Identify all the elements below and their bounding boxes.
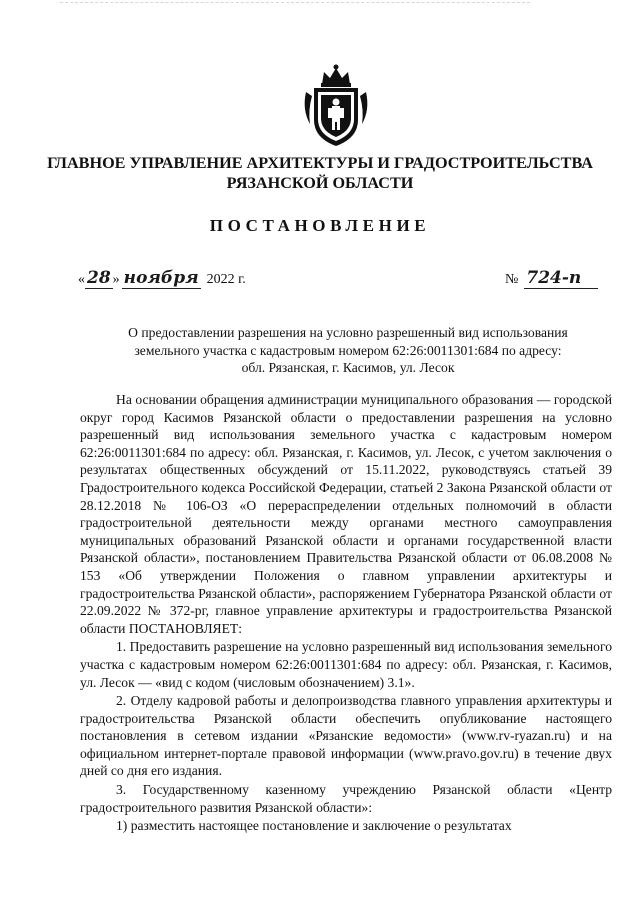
- preamble-paragraph: На основании обращения администрации муниципального образования — городской округ город Касимов Рязанской области о предоставлении разрешения на условно разрешенный вид использования земельного участка с кадастровым номером 62:26:0011301:684 по адресу: обл. Рязанская, г. Касимов, ул. Лесок, с учетом заключения о результатах общественных обсуждений от 15.11.2022, руководствуясь статьей 39 Градостроительного кодекса Российской Федерации, статьей 2 Закона Рязанской области от 28.12.2018 № 106-ОЗ «О перераспределении отдельных полномочий в области градостроительной деятельности между органами местного самоуправления муниципальных образований Рязанской области и органами государственной власти Рязанской области», постановлением Правительства Рязанской области от 06.08.2008 № 153 «Об утверждении Положения о главном управлении архитектуры и градостроительства Рязанской области», распоряжением Губернатора Рязанской области от 22.09.2022 № 372-рг, главное управление архитектуры и градостроительства Рязанской области ПОСТАНОВЛЯЕТ:: [80, 392, 612, 636]
- organization-name-line2: РЯЗАНСКОЙ ОБЛАСТИ: [226, 174, 414, 192]
- number-value: 724-п: [524, 268, 598, 289]
- subject-line: земельного участка с кадастровым номером 62:26:0011301:684 по адресу:: [134, 342, 562, 358]
- subject-line: обл. Рязанская, г. Касимов, ул. Лесок: [241, 360, 455, 375]
- organization-name-line1: ГЛАВНОЕ УПРАВЛЕНИЕ АРХИТЕКТУРЫ И ГРАДОСТРОИТЕЛЬСТВА: [47, 154, 593, 172]
- number-sign: №: [505, 272, 519, 287]
- scan-artifact: [60, 2, 530, 7]
- date-open-quote: «: [78, 272, 85, 287]
- document-date: [78, 268, 246, 288]
- item-1-paragraph: 1. Предоставить разрешение на условно разрешенный вид использования земельного участка с кадастровым номером 62:26:0011301:684 по адресу: обл. Рязанская, г. Касимов, ул. Лесок — «вид с кодом (числовым обозначением) 3.1».: [80, 639, 612, 690]
- document-subject: [78, 324, 618, 377]
- coat-of-arms-icon: [300, 62, 372, 148]
- date-close-quote: »: [112, 272, 120, 287]
- item-2-paragraph: 2. Отделу кадровой работы и делопроизводства главного управления архитектуры и градостроительства Рязанской области обеспечить опубликование настоящего постановления в сетевом издании «Рязанские ведомости» (www.rv-ryazan.ru) и на официальном интернет-портале правовой информации (www.pravo.gov.ru) в течение двух дней со дня его издания.: [80, 693, 612, 779]
- date-year: 2022 г.: [206, 272, 246, 287]
- date-month: ноября: [123, 268, 199, 288]
- item-3-paragraph: 3. Государственному казенному учреждению Рязанской области «Центр градостроительного развития Рязанской области»:: [80, 782, 612, 815]
- date-day: 28: [87, 268, 111, 288]
- item-3-1-paragraph: 1) разместить настоящее постановление и заключение о результатах: [116, 818, 512, 834]
- subject-line: О предоставлении разрешения на условно разрешенный вид использования: [128, 325, 568, 340]
- document-number: [505, 268, 598, 289]
- document-body: [80, 391, 612, 835]
- document-type-title: ПОСТАНОВЛЕНИЕ: [209, 216, 431, 235]
